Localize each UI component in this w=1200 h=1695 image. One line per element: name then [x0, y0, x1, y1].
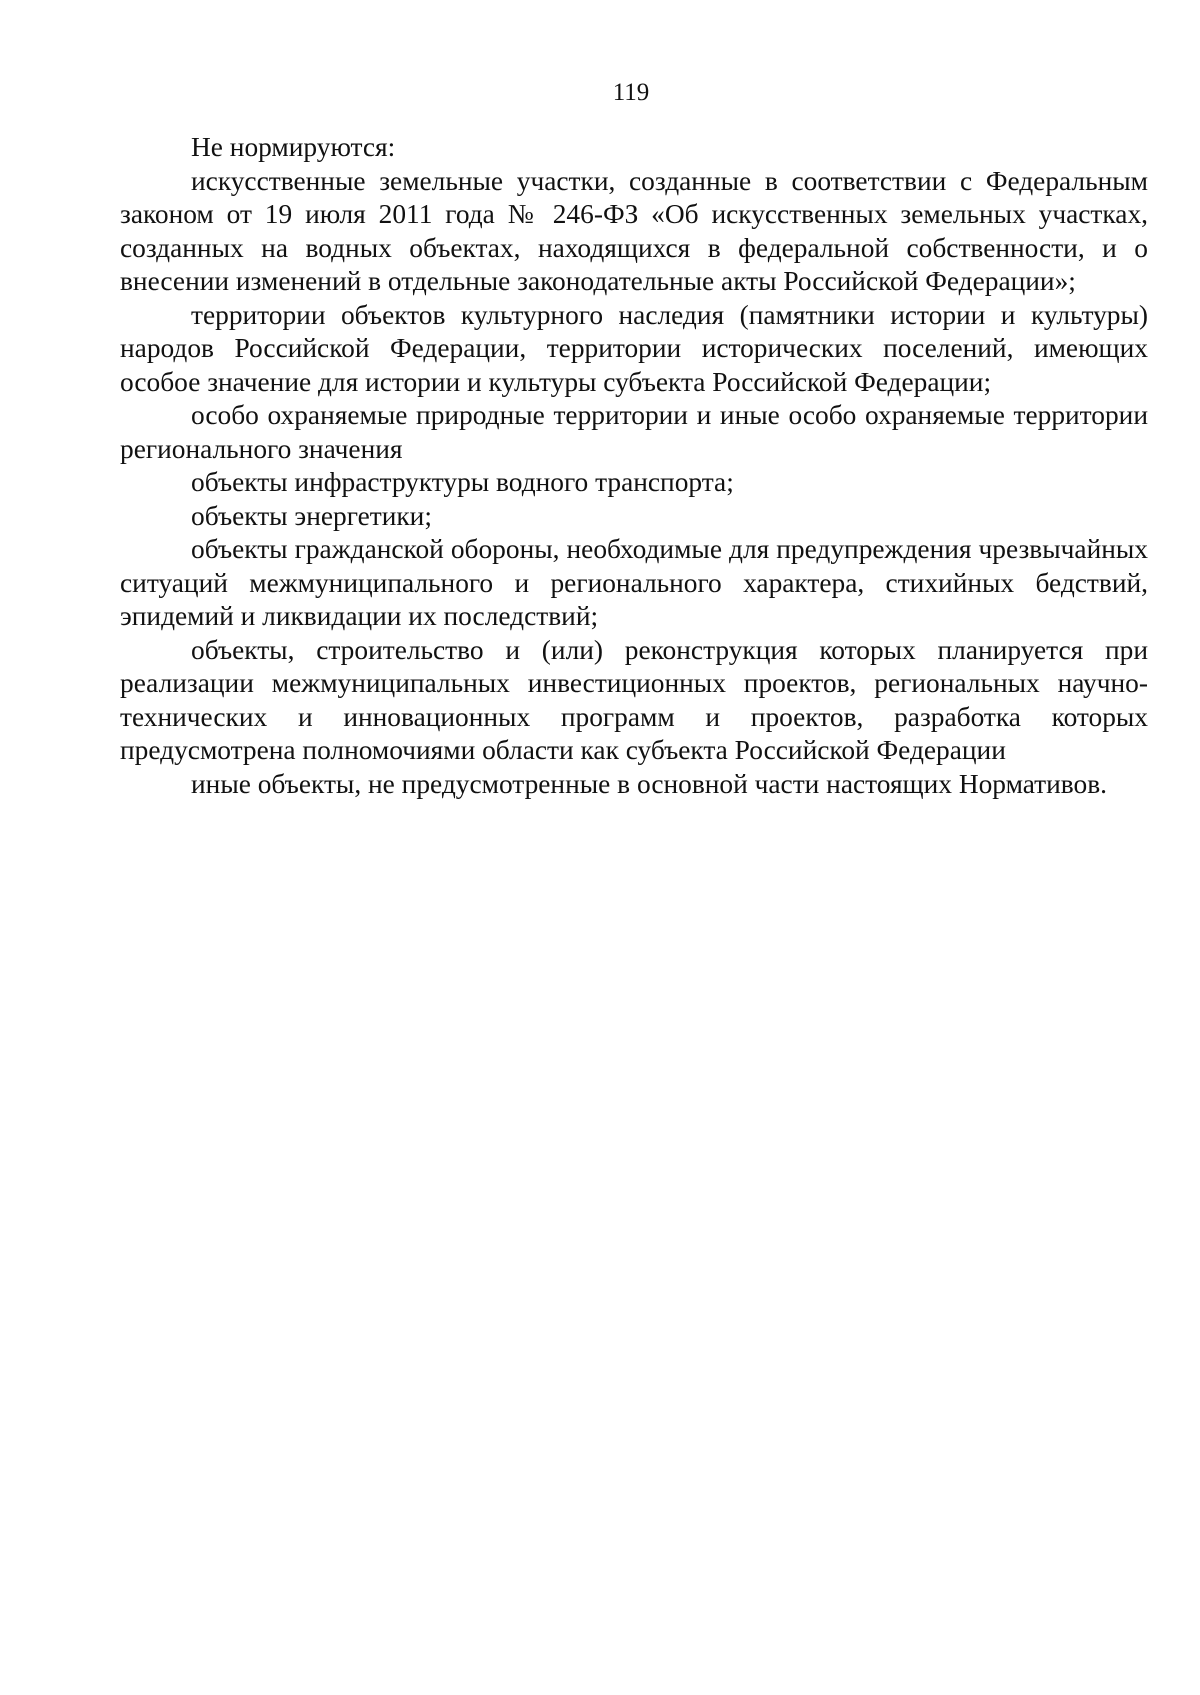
- paragraph-heading: Не нормируются:: [191, 132, 396, 162]
- paragraph-other-objects: иные объекты, не предусмотренные в основной части настоящих Нормативов.: [191, 768, 1108, 799]
- paragraph-cultural-heritage: территории объектов культурного наследия (памятники истории и культуры) народов Российской Федерации, территории исторических поселений, имеющих особое значение для истории и культуры субъекта Российской Федерации;: [120, 299, 1148, 397]
- paragraph-artificial-land-plots: искусственные земельные участки, созданные в соответствии с Федеральным законом от 19 июля 2011 года № 246-ФЗ «Об искусственных земельных участках, созданных на водных объектах, находящихся в федеральной собственности, и о внесении изменений в отдельные законодательные акты Российской Федерации»;: [120, 165, 1148, 296]
- page-number: 119: [612, 79, 650, 106]
- paragraph-civil-defense: объекты гражданской обороны, необходимые для предупреждения чрезвычайных ситуаций межмуниципального и регионального характера, стихийных бедствий, эпидемий и ликвидации их последствий;: [120, 534, 1148, 631]
- document-body: [120, 131, 1148, 801]
- paragraph-energy-objects: объекты энергетики;: [191, 500, 432, 531]
- paragraph-investment-projects: объекты, строительство и (или) реконструкция которых планируется при реализации межмуниципальных инвестиционных проектов, региональных научно-технических и инновационных программ и проектов, разработка которых предусмотрена полномочиями области как субъекта Российской Федерации: [120, 634, 1148, 765]
- paragraph-protected-natural-areas: особо охраняемые природные территории и иные особо охраняемые территории регионального значения: [120, 400, 1148, 464]
- paragraph-water-transport: объекты инфраструктуры водного транспорта;: [191, 467, 734, 497]
